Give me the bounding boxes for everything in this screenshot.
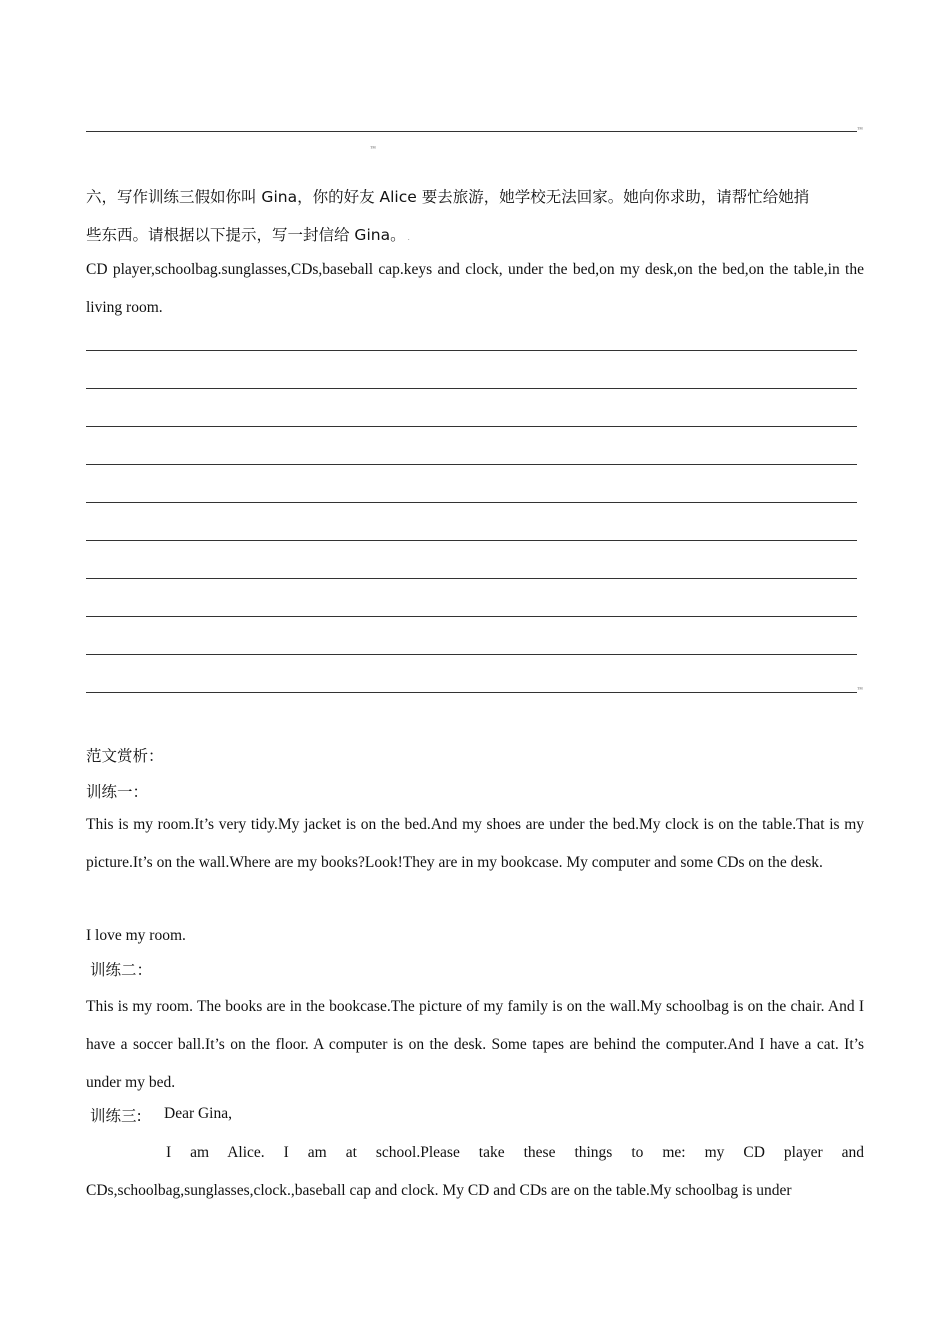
exercise-3-greeting: Dear Gina, [164,1105,232,1122]
writing-line [86,350,857,351]
format-mark: ™ [857,127,863,133]
writing-line [86,654,857,655]
writing-line [86,502,857,503]
model-heading: 范文赏析： [86,747,164,765]
section-6-hints: CD player,schoolbag.sunglasses,CDs,baseball cap.keys and clock, under the bed,on my desk,on the bed,on the table,in the living room. [86,261,864,316]
writing-line [86,426,857,427]
format-mark: ™ [857,687,863,693]
writing-line [86,540,857,541]
writing-line [86,692,857,693]
exercise-1-text: This is my room.It’s very tidy.My jacket is on the bed.And my shoes are under the bed.My clock is on the table.That is my picture.It’s on the wall.Where are my books?Look!They are in my bookcase. My computer and some CDs on the desk. [86,816,864,871]
writing-line [86,388,857,389]
answer-line [86,131,857,132]
writing-line [86,464,857,465]
exercise-1-closing: I love my room. [86,927,186,944]
exercise-1-label: 训练一： [86,783,149,801]
writing-line [86,578,857,579]
exercise-2-label: 训练二： [90,961,153,979]
section-6-title-line2: 些东西。请根据以下提示，写一封信给 Gina。 . [86,226,410,244]
exercise-3-label: 训练三: [90,1107,142,1125]
exercise-3-text: I am Alice. I am at school.Please take these things to me: my CD player and CDs,schoolbag,sunglasses,clock.,baseball cap and clock. My CD and CDs are on the table.My schoolbag is under [86,1144,864,1199]
format-mark: ™ [370,146,376,152]
section-6-title-line1: 六，写作训练三假如你叫 Gina，你的好友 Alice 要去旅游，她学校无法回家。她向你求助，请帮忙给她捎 [86,188,810,206]
writing-line [86,616,857,617]
exercise-2-text: This is my room. The books are in the bookcase.The picture of my family is on the wall.My schoolbag is on the chair. And I have a soccer ball.It’s on the floor. A computer is on the desk. Some tapes are behind the computer.And I have a cat. It’s under my bed. [86,998,864,1091]
